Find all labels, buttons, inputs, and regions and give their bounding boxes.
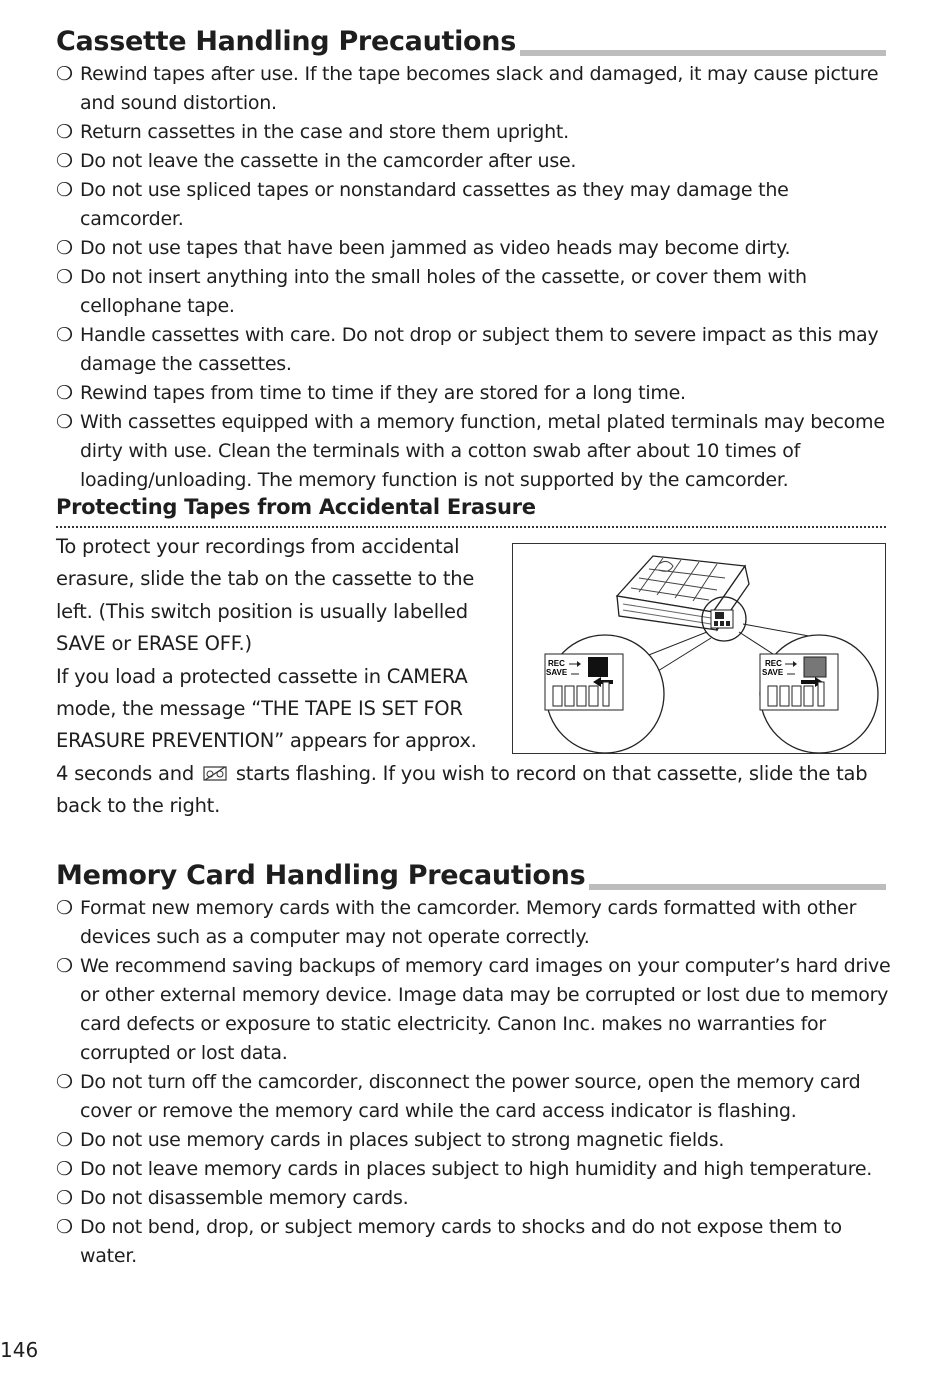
memory-card-precautions-list: [56, 894, 896, 1271]
list-item-text: Do not use memory cards in places subject to strong magnetic fields.: [80, 1129, 725, 1151]
list-item: [56, 234, 896, 263]
list-item: [56, 952, 896, 1068]
bullet-icon: ❍: [56, 63, 73, 85]
list-item-text: Do not insert anything into the small holes of the cassette, or cover them with: [80, 266, 807, 288]
bullet-icon: ❍: [56, 324, 73, 346]
list-item: [56, 1155, 896, 1184]
paragraph-text: starts flashing. If you wish to record on that cassette, slide the tab: [235, 762, 868, 785]
paragraph-line: mode, the message “THE TAPE IS SET FOR: [56, 697, 463, 721]
list-item: [56, 176, 896, 234]
page-number: 146: [0, 1338, 39, 1362]
list-item-text: dirty with use. Clean the terminals with a cotton swab after about 10 times of: [80, 440, 801, 462]
list-item-text: Do not leave memory cards in places subject to high humidity and high temperature.: [80, 1158, 873, 1180]
list-item-text: Do not use spliced tapes or nonstandard cassettes as they may damage the camcorder.: [80, 179, 789, 230]
list-item-text: cellophane tape.: [80, 295, 235, 317]
list-item: [56, 1184, 896, 1213]
paragraph-line: SAVE or ERASE OFF.): [56, 632, 252, 656]
list-item-text: Do not leave the cassette in the camcorder after use.: [80, 150, 577, 172]
list-item-text: or other external memory device. Image data may be corrupted or lost due to memory: [80, 984, 889, 1006]
list-item-text: and sound distortion.: [80, 92, 277, 114]
save-label: SAVE: [546, 668, 568, 677]
rec-label: REC: [548, 659, 565, 668]
list-item-text: water.: [80, 1245, 137, 1267]
paragraph-line: erasure, slide the tab on the cassette to the: [56, 567, 475, 591]
bullet-icon: ❍: [56, 150, 73, 172]
subsection-heading: [56, 492, 886, 528]
list-item-text: Return cassettes in the case and store them upright.: [80, 121, 569, 143]
subsection-title: Protecting Tapes from Accidental Erasure: [56, 495, 536, 519]
section-title: Memory Card Handling Precautions: [56, 860, 589, 891]
bullet-icon: ❍: [56, 955, 73, 977]
bullet-icon: ❍: [56, 411, 73, 433]
list-item-text: Format new memory cards with the camcorder. Memory cards formatted with other: [80, 897, 857, 919]
paragraph-line: back to the right.: [56, 794, 221, 818]
section-title: Cassette Handling Precautions: [56, 26, 520, 57]
bullet-icon: ❍: [56, 897, 73, 919]
cassette-tab-illustration: [512, 543, 886, 754]
list-item-text: We recommend saving backups of memory card images on your computer’s hard drive: [80, 955, 891, 977]
list-item: [56, 1213, 896, 1271]
erasure-paragraph-continued: [56, 758, 896, 823]
bullet-icon: ❍: [56, 1158, 73, 1180]
paragraph-text: 4 seconds and: [56, 762, 194, 785]
bullet-icon: ❍: [56, 266, 73, 288]
list-item: [56, 263, 896, 321]
list-item: [56, 379, 896, 408]
list-item-text: damage the cassettes.: [80, 353, 292, 375]
list-item-text: Do not disassemble memory cards.: [80, 1187, 409, 1209]
cassette-diagram: [513, 544, 885, 753]
list-item-text: Do not use tapes that have been jammed as video heads may become dirty.: [80, 237, 791, 259]
list-item: [56, 1068, 896, 1126]
list-item: [56, 118, 896, 147]
paragraph-line: [56, 758, 896, 790]
list-item: [56, 408, 896, 495]
bullet-icon: ❍: [56, 1187, 73, 1209]
list-item: [56, 60, 896, 118]
list-item-text: Rewind tapes after use. If the tape becomes slack and damaged, it may cause picture: [80, 63, 879, 85]
bullet-icon: ❍: [56, 1216, 73, 1238]
rec-label: REC: [765, 659, 782, 668]
list-item: [56, 321, 896, 379]
list-item-text: card defects or exposure to static electricity. Canon Inc. makes no warranties for: [80, 1013, 826, 1035]
list-item-text: With cassettes equipped with a memory function, metal plated terminals may become: [80, 411, 885, 433]
list-item-text: loading/unloading. The memory function is not supported by the camcorder.: [80, 469, 789, 491]
section-heading-memory-card: [56, 860, 886, 894]
list-item-text: Do not bend, drop, or subject memory cards to shocks and do not expose them to: [80, 1216, 842, 1238]
bullet-icon: ❍: [56, 1129, 73, 1151]
list-item-text: corrupted or lost data.: [80, 1042, 288, 1064]
list-item-text: cover or remove the memory card while the card access indicator is flashing.: [80, 1100, 797, 1122]
tape-protect-icon: [203, 765, 227, 782]
paragraph-line: To protect your recordings from accidental: [56, 535, 460, 558]
bullet-icon: ❍: [56, 179, 73, 201]
cassette-precautions-list: [56, 60, 896, 495]
erasure-paragraph: [56, 531, 496, 758]
section-heading-cassette: [56, 26, 886, 60]
save-label: SAVE: [762, 668, 784, 677]
list-item: [56, 147, 896, 176]
list-item: [56, 1126, 896, 1155]
list-item-text: devices such as a computer may not operate correctly.: [80, 926, 590, 948]
paragraph-line: If you load a protected cassette in CAMERA: [56, 664, 468, 688]
bullet-icon: ❍: [56, 121, 73, 143]
list-item-text: Handle cassettes with care. Do not drop or subject them to severe impact as this may: [80, 324, 879, 346]
bullet-icon: ❍: [56, 382, 73, 404]
bullet-icon: ❍: [56, 237, 73, 259]
paragraph-line: ERASURE PREVENTION” appears for approx.: [56, 729, 477, 753]
list-item-text: Do not turn off the camcorder, disconnect the power source, open the memory card: [80, 1071, 861, 1093]
list-item: [56, 894, 896, 952]
paragraph-line: left. (This switch position is usually labelled: [56, 599, 468, 623]
bullet-icon: ❍: [56, 1071, 73, 1093]
list-item-text: Rewind tapes from time to time if they are stored for a long time.: [80, 382, 686, 404]
